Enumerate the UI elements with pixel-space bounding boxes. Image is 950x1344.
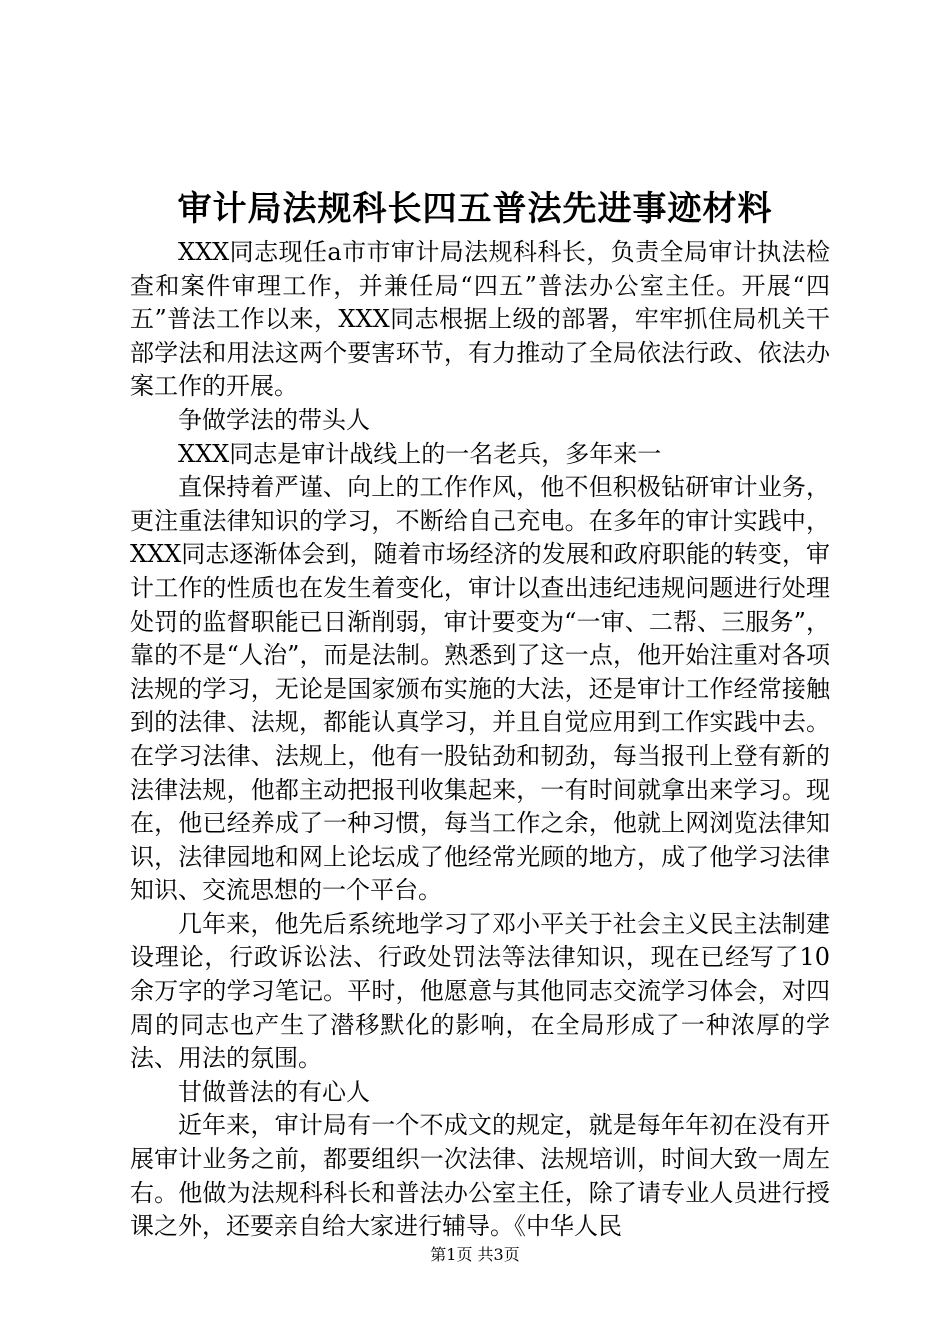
page-number-footer: 第1页 共3页: [430, 1245, 520, 1264]
paragraph: 近年来，审计局有一个不成文的规定，就是每年年初在没有开展审计业务之前，都要组织一次法律、法规培训，时间大致一周左右。他做为法规科科长和普法办公室主任，除了请专业人员进行授课之外，还要亲自给大家进行辅导。《中华人民: [130, 1111, 830, 1241]
document-title: 审计局法规科长四五普法先进事迹材料: [177, 189, 773, 229]
paragraph: 直保持着严谨、向上的工作作风，他不但积极钻研审计业务，更注重法律知识的学习，不断给自己充电。在多年的审计实践中，XXX同志逐渐体会到，随着市场经济的发展和政府职能的转变，审计工作的性质也在发生着变化，审计以查出违纪违规问题进行处理处罚的监督职能已日渐削弱，审计要变为“一审、二帮、三服务”，靠的不是“人治”，而是法制。熟悉到了这一点，他开始注重对各项法规的学习，无论是国家颁布实施的大法，还是审计工作经常接触到的法律、法规，都能认真学习，并且自觉应用到工作实践中去。在学习法律、法规上，他有一股钻劲和韧劲，每当报刊上登有新的法律法规，他都主动把报刊收集起来，一有时间就拿出来学习。现在，他已经养成了一种习惯，每当工作之余，他就上网浏览法律知识，法律园地和网上论坛成了他经常光顾的地方，成了他学习法律知识、交流思想的一个平台。: [130, 473, 830, 905]
paragraph: XXX同志现任a市市审计局法规科科长，负责全局审计执法检查和案件审理工作，并兼任局“四五”普法办公室主任。开展“四五”普法工作以来，XXX同志根据上级的部署，牢牢抓住局机关干部学法和用法这两个要害环节，有力推动了全局依法行政、依法办案工作的开展。: [130, 238, 830, 401]
paragraph: 几年来，他先后系统地学习了邓小平关于社会主义民主法制建设理论，行政诉讼法、行政处罚法等法律知识，现在已经写了10余万字的学习笔记。平时，他愿意与其他同志交流学习体会，对四周的同志也产生了潜移默化的影响，在全局形成了一种浓厚的学法、用法的氛围。: [130, 909, 830, 1073]
section-heading: 争做学法的带头人: [178, 405, 370, 434]
section-heading: 甘做普法的有心人: [178, 1077, 370, 1106]
paragraph: XXX同志是审计战线上的一名老兵，多年来一: [178, 439, 662, 468]
document-body: [130, 236, 830, 1244]
